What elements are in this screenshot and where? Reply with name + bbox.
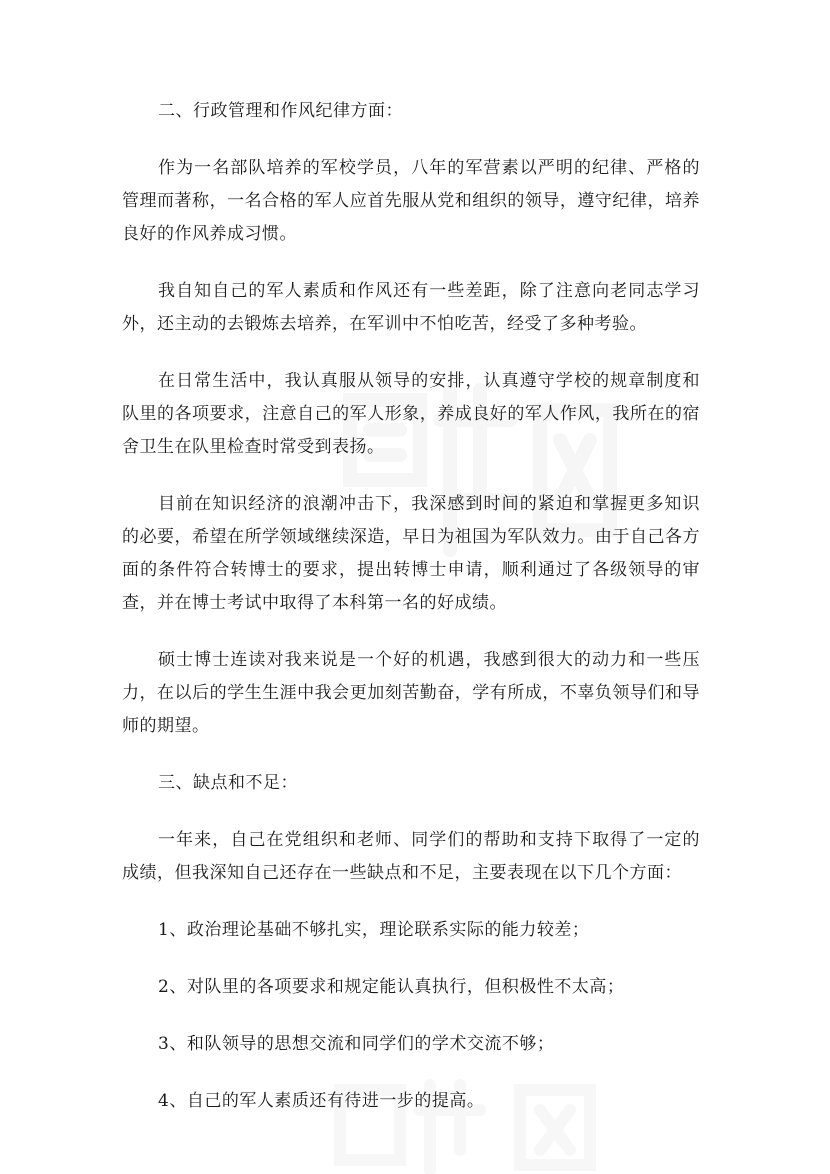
list-item-3: 3、和队领导的思想交流和同学们的学术交流不够； <box>158 1034 555 1054</box>
list-item-4: 4、自己的军人素质还有待进一步的提高。 <box>158 1091 485 1111</box>
paragraph-daily-life: 在日常生活中，我认真服从领导的安排，认真遵守学校的规章制度和队里的各项要求，注意自己的军人形象，养成良好的军人作风，我所在的宿舍卫生在队里检查时常受到表扬。 <box>122 371 700 457</box>
paragraph-phd-application: 目前在知识经济的浪潮冲击下，我深感到时间的紧迫和掌握更多知识的必要，希望在所学领域继续深造，早日为祖国为军队效力。由于自己各方面的条件符合转博士的要求，提出转博士申请，顺利通过了各级领导的审查，并在博士考试中取得了本科第一名的好成绩。 <box>122 494 700 613</box>
section-heading-admin: 二、行政管理和作风纪律方面： <box>158 101 403 121</box>
document-body <box>122 95 700 1118</box>
list-item-2: 2、对队里的各项要求和规定能认真执行，但积极性不太高； <box>158 977 625 997</box>
list-item-1: 1、政治理论基础不够扎实，理论联系实际的能力较差； <box>158 920 590 940</box>
paragraph-phd-opportunity: 硕士博士连读对我来说是一个好的机遇，我感到很大的动力和一些压力，在以后的学生生涯中我会更加刻苦勤奋，学有所成，不辜负领导们和导师的期望。 <box>122 650 700 736</box>
section-heading-shortcomings: 三、缺点和不足： <box>158 773 298 793</box>
paragraph-discipline-intro: 作为一名部队培养的军校学员，八年的军营素以严明的纪律、严格的管理而著称，一名合格的军人应首先服从党和组织的领导，遵守纪律，培养良好的作风养成习惯。 <box>122 158 700 244</box>
paragraph-self-improvement: 我自知自己的军人素质和作风还有一些差距，除了注意向老同志学习外，还主动的去锻炼去培养，在军训中不怕吃苦，经受了多种考验。 <box>122 281 700 334</box>
paragraph-shortcomings-intro: 一年来，自己在党组织和老师、同学们的帮助和支持下取得了一定的成绩，但我深知自己还存在一些缺点和不足，主要表现在以下几个方面： <box>122 830 700 883</box>
